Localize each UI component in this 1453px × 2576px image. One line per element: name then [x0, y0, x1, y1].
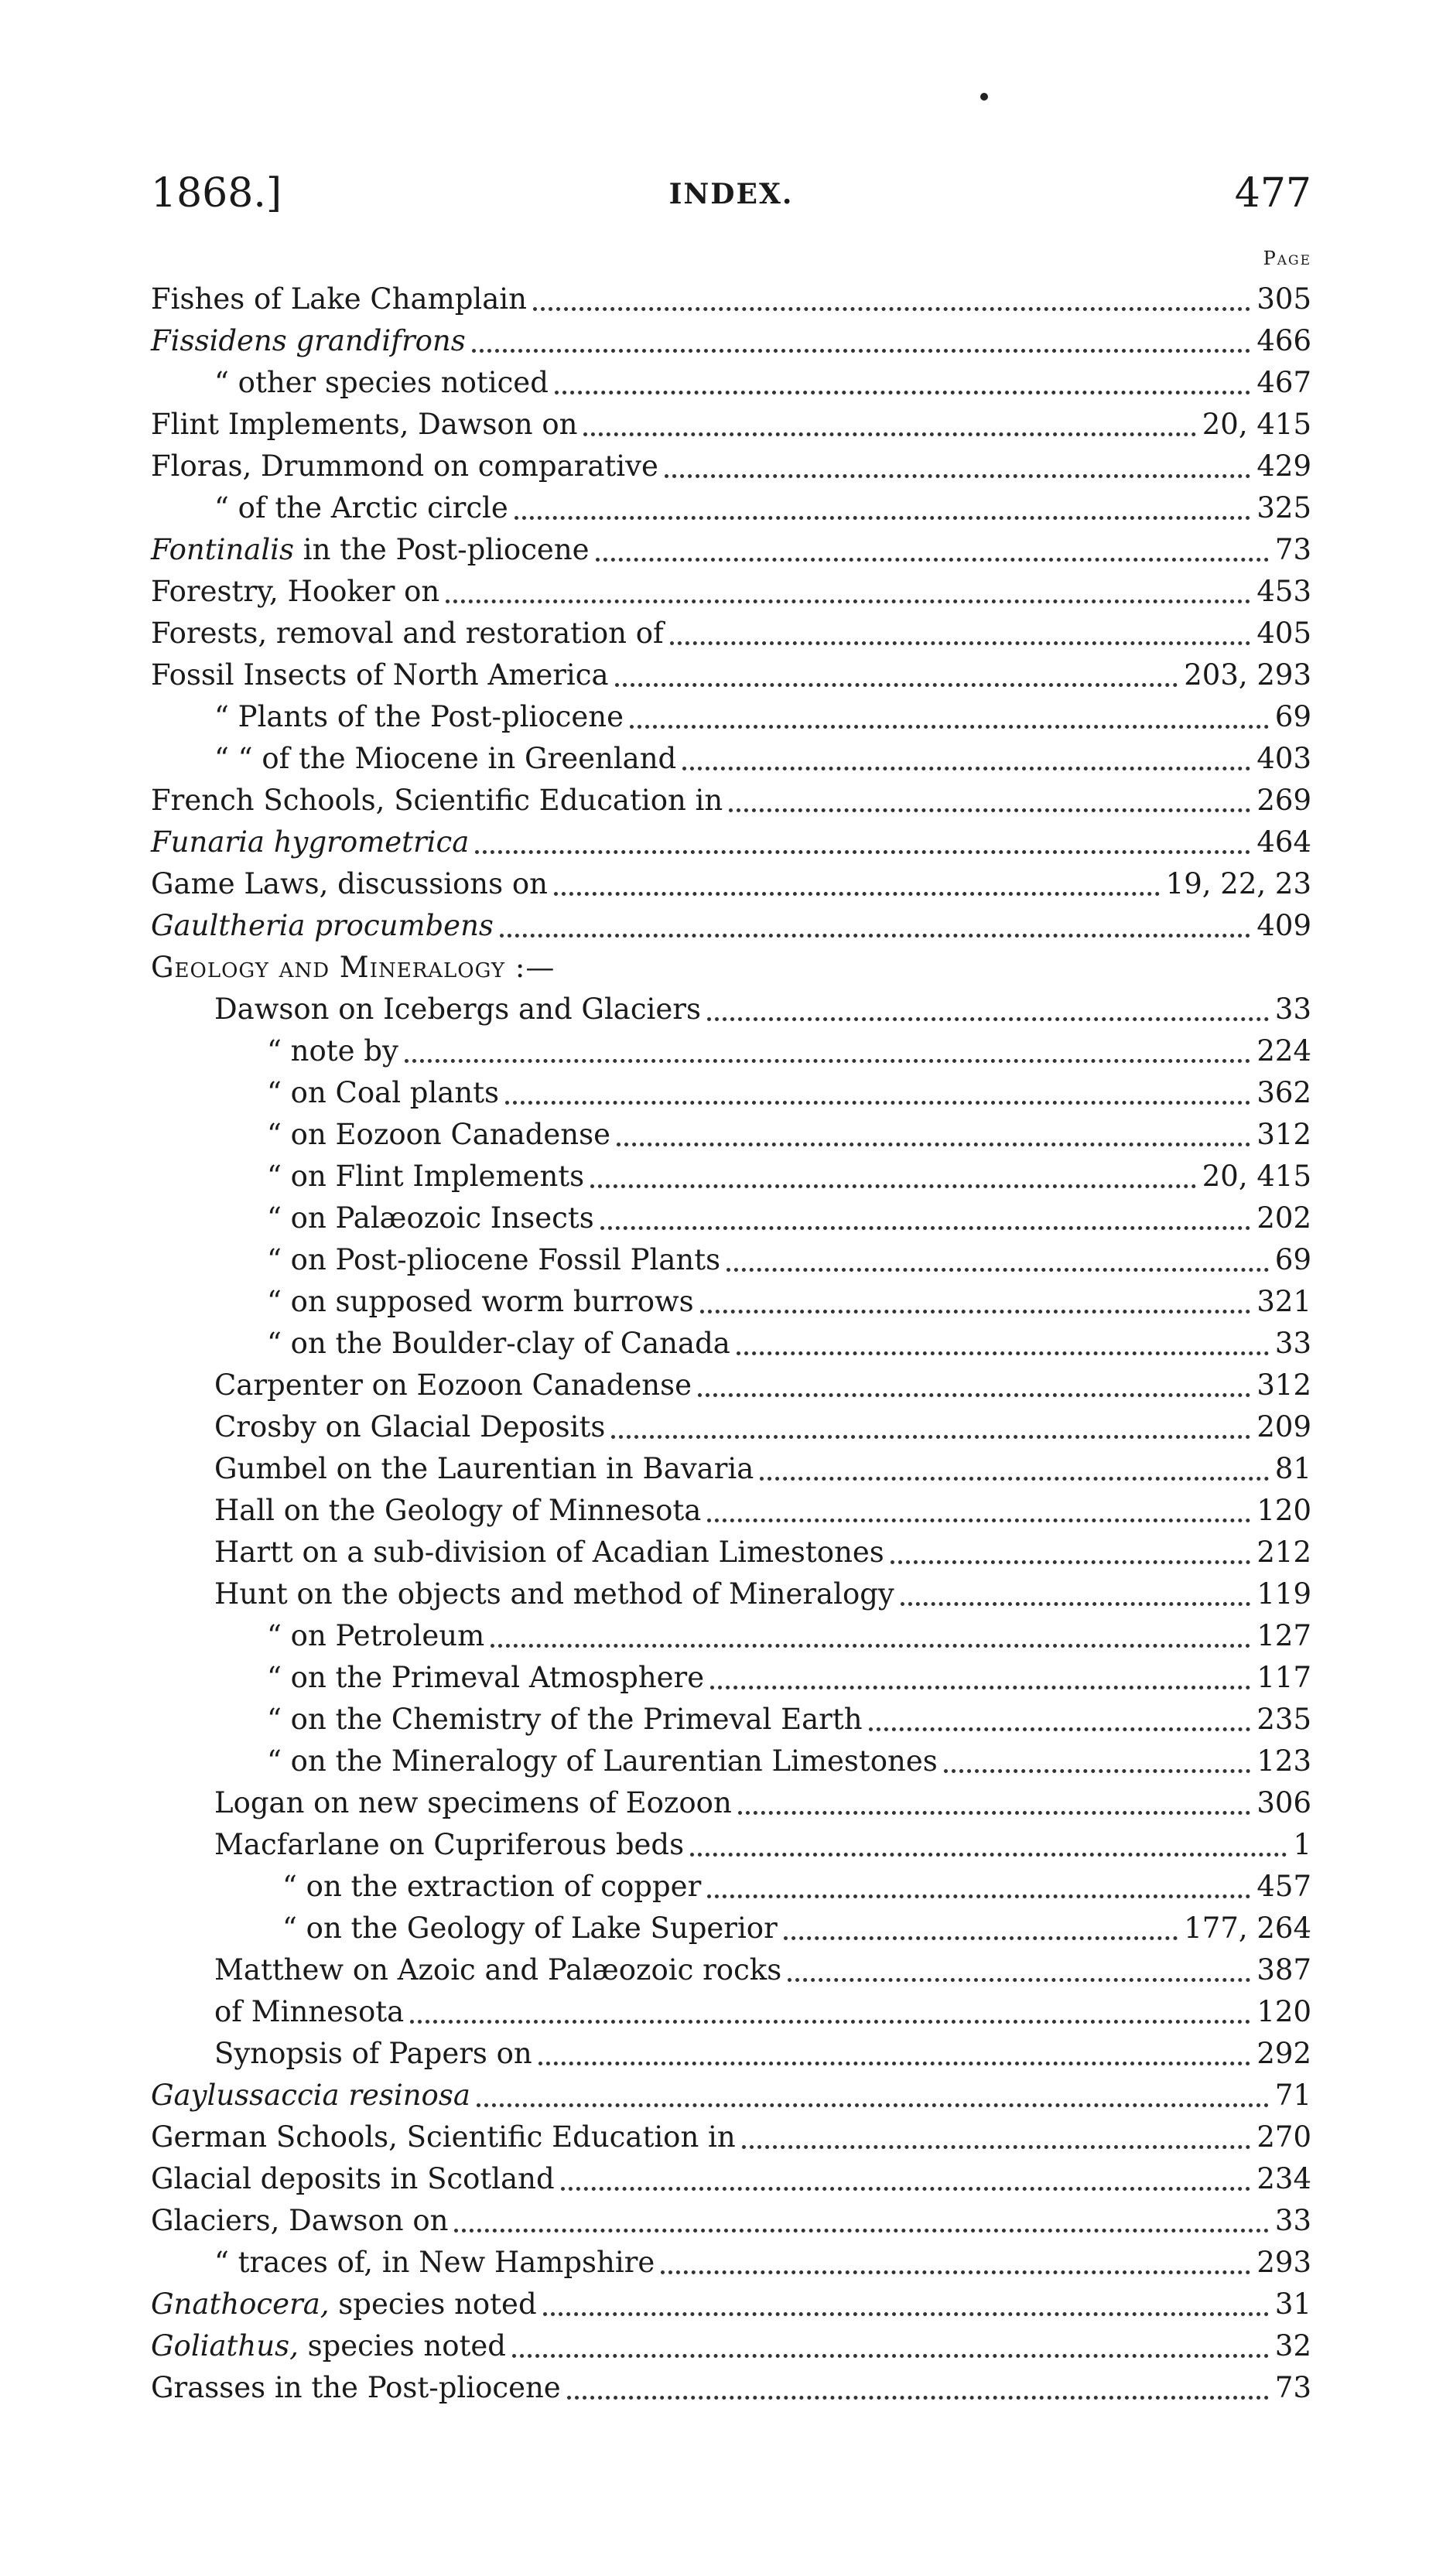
- entry-pages: 325: [1256, 491, 1311, 524]
- entry-label: Fishes of Lake Champlain: [151, 282, 527, 316]
- entry-label: “ on Post-pliocene Fossil Plants: [267, 1243, 721, 1276]
- index-page: [151, 70, 1311, 2409]
- entry-label: “ on the Primeval Atmosphere: [267, 1661, 705, 1694]
- entry-label: [151, 2325, 506, 2367]
- dot-leader: [869, 1723, 1251, 1731]
- index-entry: [151, 1281, 1311, 1323]
- dot-leader: [737, 1347, 1269, 1355]
- entry-pages: 405: [1256, 617, 1311, 650]
- dot-leader: [543, 2308, 1269, 2316]
- entry-pages: 209: [1256, 1410, 1311, 1443]
- index-entry: [151, 2200, 1311, 2242]
- entry-pages: 270: [1256, 2120, 1311, 2154]
- entry-label: “ on Palæozoic Insects: [267, 1201, 594, 1235]
- index-entry: [151, 738, 1311, 780]
- dot-leader: [596, 553, 1269, 562]
- index-entry: [151, 320, 1311, 362]
- entry-pages: 305: [1256, 282, 1311, 316]
- page-header: [151, 170, 1311, 263]
- entry-label: Carpenter on Eozoon Canadense: [214, 1368, 692, 1402]
- entry-label: Game Laws, discussions on: [151, 867, 548, 900]
- entry-label: Hall on the Geology of Minnesota: [214, 1494, 702, 1527]
- dot-leader: [477, 2099, 1269, 2107]
- index-entry: [151, 2325, 1311, 2367]
- entry-label: [151, 529, 590, 571]
- entry-label: Hartt on a sub-division of Acadian Limestones: [214, 1536, 884, 1569]
- entry-pages: 33: [1274, 2204, 1311, 2237]
- index-entry: [151, 1657, 1311, 1699]
- index-entry: [151, 905, 1311, 947]
- index-section-heading: [151, 947, 1311, 989]
- entry-pages: 1: [1293, 1828, 1311, 1861]
- index-entry: [151, 1782, 1311, 1824]
- entry-label: [151, 2284, 537, 2325]
- index-entry: [151, 571, 1311, 613]
- index-entry: [151, 487, 1311, 529]
- entry-pages: 117: [1256, 1661, 1311, 1694]
- index-entry: [151, 1323, 1311, 1365]
- entry-label-italic: Goliathus,: [151, 2329, 299, 2362]
- entry-label-italic: Gnathocera,: [151, 2287, 330, 2321]
- entry-label: “ traces of, in New Hampshire: [214, 2246, 655, 2279]
- dot-leader: [512, 2349, 1269, 2358]
- index-entry: [151, 780, 1311, 822]
- dot-leader: [661, 2266, 1250, 2274]
- dot-leader: [515, 511, 1251, 520]
- entry-label: “ on the Boulder-clay of Canada: [267, 1327, 730, 1360]
- dot-leader: [901, 1597, 1251, 1606]
- entry-pages: 69: [1274, 700, 1311, 733]
- index-entry: [151, 1573, 1311, 1615]
- entry-label: “ of the Arctic circle: [214, 491, 508, 524]
- entry-label: Hunt on the objects and method of Mineralogy: [214, 1577, 894, 1611]
- page-number: 477: [1234, 170, 1311, 217]
- index-entry: [151, 278, 1311, 320]
- dot-leader: [538, 2057, 1251, 2065]
- dot-leader: [891, 1556, 1251, 1564]
- dot-leader: [475, 846, 1250, 854]
- index-entry: [151, 1949, 1311, 1991]
- entry-pages: 32: [1274, 2329, 1311, 2362]
- entry-pages: 20, 415: [1202, 408, 1311, 441]
- entry-pages: 269: [1256, 784, 1311, 817]
- entry-pages: 31: [1274, 2287, 1311, 2321]
- index-entry: [151, 1365, 1311, 1406]
- entry-pages: 429: [1256, 449, 1311, 483]
- index-entry: [151, 1114, 1311, 1156]
- entry-pages: 119: [1256, 1577, 1311, 1611]
- entry-label: Macfarlane on Cupriferous beds: [214, 1828, 685, 1861]
- index-entry: [151, 654, 1311, 696]
- entry-pages: 81: [1274, 1452, 1311, 1485]
- entry-label: French Schools, Scientific Education in: [151, 784, 723, 817]
- entry-label: “ on the Chemistry of the Primeval Earth: [267, 1703, 863, 1736]
- entry-pages: 127: [1256, 1619, 1311, 1652]
- entry-pages: 321: [1256, 1285, 1311, 1318]
- entry-pages: 19, 22, 23: [1165, 867, 1311, 900]
- entry-label: “ on Petroleum: [267, 1619, 485, 1652]
- index-entry: [151, 1239, 1311, 1281]
- entry-label: Synopsis of Papers on: [214, 2037, 532, 2070]
- entry-pages: 203, 293: [1184, 658, 1311, 692]
- dot-leader: [788, 1973, 1250, 1982]
- entry-pages: 466: [1256, 324, 1311, 357]
- index-entry: [151, 1908, 1311, 1949]
- entry-label: “ on Eozoon Canadense: [267, 1118, 611, 1151]
- index-entry: [151, 2075, 1311, 2116]
- index-entry: [151, 863, 1311, 905]
- index-entry: [151, 1490, 1311, 1532]
- index-entry: [151, 2158, 1311, 2200]
- dot-leader: [729, 804, 1250, 812]
- entry-pages: 202: [1256, 1201, 1311, 1235]
- dot-leader: [611, 1430, 1250, 1439]
- entry-pages: 457: [1256, 1870, 1311, 1903]
- index-entry: [151, 1615, 1311, 1657]
- dot-leader: [726, 1263, 1269, 1272]
- index-entry: [151, 2242, 1311, 2284]
- index-entry: [151, 529, 1311, 571]
- dot-leader: [760, 1472, 1269, 1481]
- dot-leader: [410, 2015, 1250, 2024]
- index-entry: [151, 404, 1311, 446]
- entry-pages: 312: [1256, 1118, 1311, 1151]
- dot-leader: [500, 929, 1250, 938]
- index-entry: [151, 1699, 1311, 1741]
- index-entry: [151, 1824, 1311, 1866]
- entry-pages: 293: [1256, 2246, 1311, 2279]
- index-entry: [151, 446, 1311, 487]
- entry-pages: 306: [1256, 1786, 1311, 1819]
- dot-leader: [567, 2391, 1269, 2400]
- entry-pages: 453: [1256, 575, 1311, 608]
- dot-leader: [583, 428, 1195, 436]
- entry-label: “ on Coal plants: [267, 1076, 500, 1109]
- dot-leader: [590, 1180, 1196, 1188]
- entry-label-rest: species noted: [329, 2287, 537, 2321]
- index-entry: [151, 1030, 1311, 1072]
- dot-leader: [670, 637, 1251, 645]
- dot-leader: [505, 1096, 1250, 1105]
- dot-leader: [665, 470, 1250, 478]
- dot-leader: [454, 2224, 1268, 2233]
- entry-label: Matthew on Azoic and Palæozoic rocks: [214, 1953, 782, 1987]
- entry-pages: 71: [1274, 2079, 1311, 2112]
- entry-pages: 409: [1256, 909, 1311, 942]
- dot-leader: [600, 1221, 1251, 1230]
- index-entry: [151, 1072, 1311, 1114]
- dot-leader: [738, 1806, 1251, 1815]
- entry-pages: 20, 415: [1202, 1160, 1311, 1193]
- index-entry: [151, 696, 1311, 738]
- entry-label: Flint Implements, Dawson on: [151, 408, 578, 441]
- entry-label: Floras, Drummond on comparative: [151, 449, 658, 483]
- dot-leader: [554, 887, 1160, 896]
- dot-leader: [555, 386, 1250, 395]
- entry-label: Grasses in the Post-pliocene: [151, 2371, 561, 2404]
- entry-label: Gaylussaccia resinosa: [151, 2079, 470, 2112]
- entry-label: Geology and Mineralogy :—: [151, 951, 556, 984]
- entry-label: Glacial deposits in Scotland: [151, 2162, 555, 2195]
- index-entry: [151, 1448, 1311, 1490]
- header-year: 1868.]: [151, 170, 282, 217]
- entry-pages: 387: [1256, 1953, 1311, 1987]
- dot-leader: [533, 302, 1250, 311]
- dot-leader: [405, 1054, 1250, 1063]
- entry-pages: 120: [1256, 1995, 1311, 2028]
- entry-label: Forests, removal and restoration of: [151, 617, 664, 650]
- index-entry: [151, 2284, 1311, 2325]
- index-entry: [151, 989, 1311, 1030]
- entry-label: Logan on new specimens of Eozoon: [214, 1786, 732, 1819]
- entry-label: Dawson on Icebergs and Glaciers: [214, 992, 701, 1026]
- entry-pages: 312: [1256, 1368, 1311, 1402]
- dot-leader: [561, 2182, 1251, 2191]
- entry-label: “ on the Mineralogy of Laurentian Limestones: [267, 1744, 938, 1778]
- index-entry: [151, 1156, 1311, 1197]
- dot-leader: [682, 762, 1250, 770]
- index-entries: [151, 278, 1311, 2409]
- entry-label: Glaciers, Dawson on: [151, 2204, 449, 2237]
- entry-pages: 224: [1256, 1034, 1311, 1068]
- entry-pages: 177, 264: [1184, 1912, 1311, 1945]
- entry-label: Funaria hygrometrica: [151, 825, 470, 859]
- entry-label-rest: species noted: [298, 2329, 506, 2362]
- entry-pages: 235: [1256, 1703, 1311, 1736]
- dot-leader: [630, 720, 1269, 729]
- index-entry: [151, 1197, 1311, 1239]
- entry-pages: 120: [1256, 1494, 1311, 1527]
- dot-leader: [784, 1932, 1178, 1940]
- entry-pages: 123: [1256, 1744, 1311, 1778]
- entry-pages: 73: [1274, 2371, 1311, 2404]
- dot-leader: [615, 678, 1178, 687]
- dot-leader: [707, 1013, 1269, 1021]
- entry-label: Forestry, Hooker on: [151, 575, 440, 608]
- entry-label: “ on supposed worm burrows: [267, 1285, 694, 1318]
- dot-leader: [707, 1890, 1250, 1898]
- entry-label: “ note by: [267, 1034, 398, 1068]
- index-entry: [151, 1532, 1311, 1573]
- dot-leader: [944, 1765, 1251, 1773]
- dot-leader: [707, 1514, 1250, 1522]
- entry-pages: 467: [1256, 366, 1311, 399]
- index-entry: [151, 613, 1311, 654]
- dot-leader: [742, 2140, 1251, 2149]
- entry-label: Gaultheria procumbens: [151, 909, 494, 942]
- index-entry: [151, 1741, 1311, 1782]
- entry-label: Fissidens grandifrons: [151, 324, 466, 357]
- entry-pages: 403: [1256, 742, 1311, 775]
- entry-label-rest: in the Post-pliocene: [294, 533, 590, 566]
- entry-label: “ other species noticed: [214, 366, 549, 399]
- entry-label: of Minnesota: [214, 1995, 405, 2028]
- entry-label: “ Plants of the Post-pliocene: [214, 700, 624, 733]
- index-entry: [151, 1406, 1311, 1448]
- entry-pages: 292: [1256, 2037, 1311, 2070]
- dot-leader: [472, 344, 1251, 353]
- entry-label: “ on the Geology of Lake Superior: [282, 1912, 778, 1945]
- index-entry: [151, 2116, 1311, 2158]
- dot-leader: [700, 1305, 1251, 1314]
- index-entry: [151, 2033, 1311, 2075]
- entry-pages: 33: [1274, 1327, 1311, 1360]
- dot-leader: [491, 1639, 1250, 1648]
- entry-label: “ on the extraction of copper: [282, 1870, 702, 1903]
- index-entry: [151, 362, 1311, 404]
- entry-pages: 212: [1256, 1536, 1311, 1569]
- dot-leader: [698, 1389, 1250, 1397]
- index-entry: [151, 1866, 1311, 1908]
- entry-label: Crosby on Glacial Deposits: [214, 1410, 606, 1443]
- entry-label: “ on Flint Implements: [267, 1160, 585, 1193]
- entry-label: German Schools, Scientific Education in: [151, 2120, 736, 2154]
- entry-pages: 69: [1274, 1243, 1311, 1276]
- index-entry: [151, 822, 1311, 863]
- page-title: INDEX.: [668, 178, 794, 210]
- dot-leader: [690, 1848, 1287, 1857]
- entry-pages: 234: [1256, 2162, 1311, 2195]
- index-entry: [151, 2367, 1311, 2409]
- page-column-label: Page: [1263, 248, 1311, 269]
- index-entry: [151, 1991, 1311, 2033]
- entry-pages: 362: [1256, 1076, 1311, 1109]
- entry-pages: 73: [1274, 533, 1311, 566]
- entry-label: “ “ of the Miocene in Greenland: [214, 742, 677, 775]
- entry-label-italic: Fontinalis: [151, 533, 294, 566]
- entry-label: Gumbel on the Laurentian in Bavaria: [214, 1452, 754, 1485]
- dot-leader: [446, 595, 1250, 603]
- entry-label: Fossil Insects of North America: [151, 658, 609, 692]
- dot-leader: [617, 1138, 1250, 1146]
- dot-leader: [710, 1681, 1250, 1689]
- entry-pages: 464: [1256, 825, 1311, 859]
- entry-pages: 33: [1274, 992, 1311, 1026]
